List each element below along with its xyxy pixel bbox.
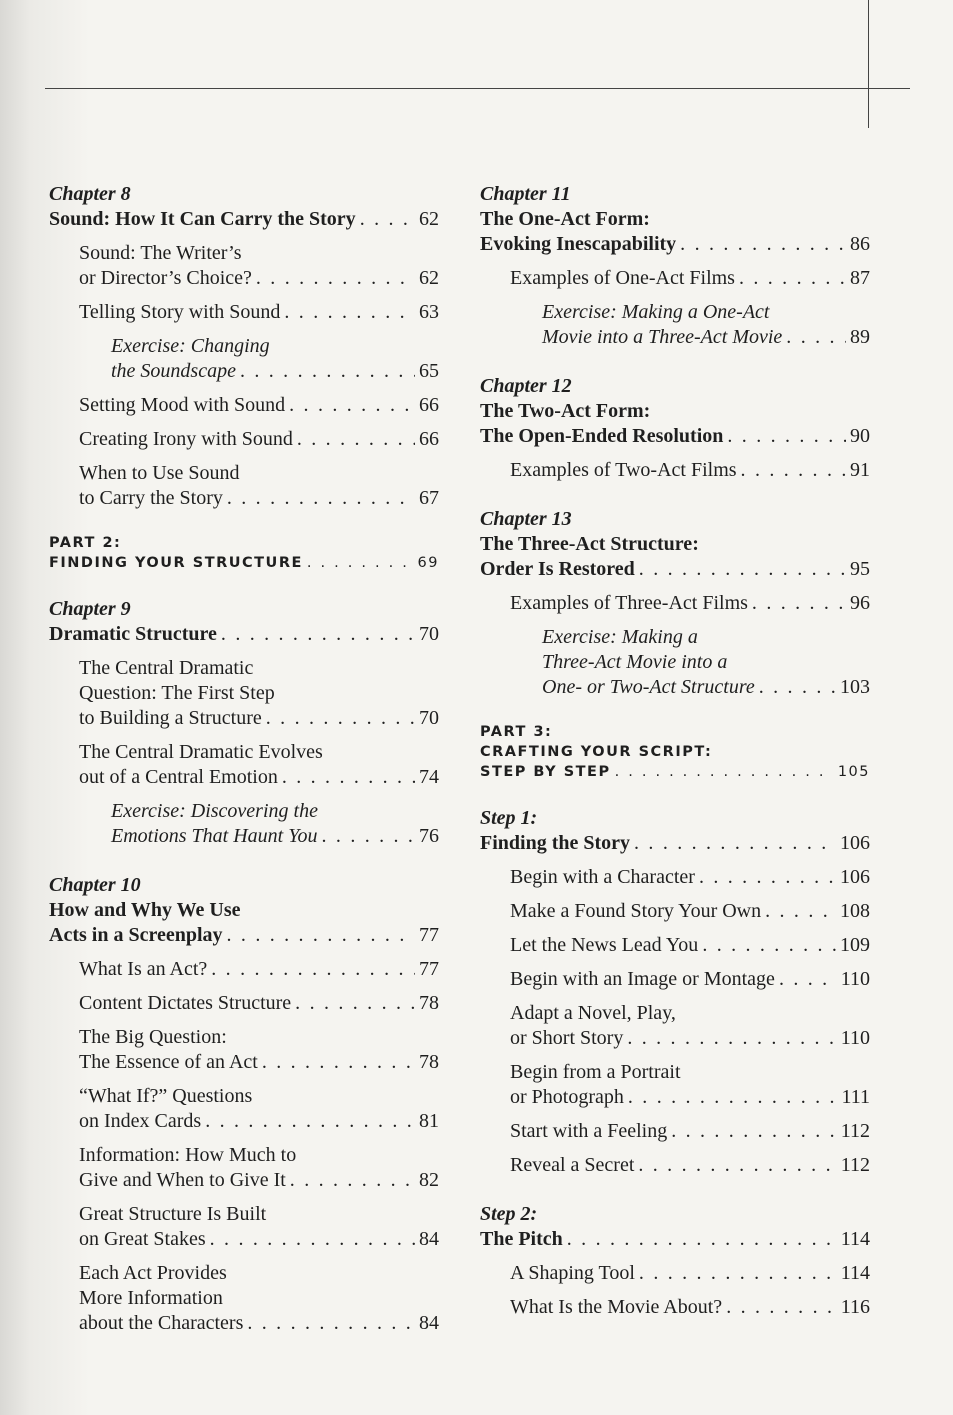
page-number: 66 <box>419 394 439 416</box>
toc-line-with-page <box>510 591 870 616</box>
toc-text: on Great Stakes <box>79 1228 206 1250</box>
chapter-heading <box>480 1202 870 1252</box>
section-entry <box>49 1202 439 1252</box>
chapter-label: Chapter 8 <box>49 183 131 205</box>
toc-text: Question: The First Step <box>79 682 275 704</box>
toc-text: Start with a Feeling <box>510 1120 668 1142</box>
chapter-title: How and Why We Use <box>49 899 241 921</box>
page-number: 86 <box>850 233 870 255</box>
chapter-heading <box>49 873 439 948</box>
dot-leader <box>262 1050 415 1075</box>
toc-text: More Information <box>79 1287 223 1309</box>
dot-leader <box>211 957 415 982</box>
dot-leader <box>290 1168 415 1193</box>
exercise-entry <box>49 799 439 849</box>
toc-line-with-page <box>111 824 439 849</box>
dot-leader <box>227 923 415 948</box>
dot-leader <box>699 865 836 890</box>
chapter-label: Chapter 13 <box>480 508 572 530</box>
section-entry <box>480 591 870 616</box>
toc-line-with-page <box>510 865 870 890</box>
toc-text: The Central Dramatic <box>79 657 254 679</box>
page-number: 106 <box>840 866 870 888</box>
toc-text: Content Dictates Structure <box>79 992 292 1014</box>
dot-leader <box>628 1085 838 1110</box>
toc-text: The Essence of an Act <box>79 1051 258 1073</box>
toc-line-with-page <box>79 991 439 1016</box>
toc-line-with-page <box>79 765 439 790</box>
section-entry <box>49 461 439 511</box>
chapter-heading <box>480 182 870 257</box>
chapter-label: Chapter 11 <box>480 183 571 205</box>
toc-line-with-page <box>510 1119 870 1144</box>
toc-text: the Soundscape <box>111 360 236 382</box>
toc-text: Examples of Two-Act Films <box>510 459 737 481</box>
section-entry <box>49 1025 439 1075</box>
chapter-heading <box>49 182 439 232</box>
section-entry <box>49 656 439 731</box>
toc-line-with-page <box>49 923 439 948</box>
toc-line-with-page <box>49 553 439 573</box>
page-number: 106 <box>840 832 870 854</box>
header-rule <box>45 88 910 89</box>
section-entry <box>480 967 870 992</box>
page-number: 84 <box>419 1228 439 1250</box>
toc-text: A Shaping Tool <box>510 1262 635 1284</box>
toc-text: The Central Dramatic Evolves <box>79 741 323 763</box>
toc-line-with-page <box>111 359 439 384</box>
dot-leader <box>727 424 846 449</box>
toc-text: or Photograph <box>510 1086 624 1108</box>
page-number: 78 <box>419 1051 439 1073</box>
toc-text: on Index Cards <box>79 1110 202 1132</box>
toc-text: Begin with an Image or Montage <box>510 968 775 990</box>
page-number: 112 <box>840 1154 870 1176</box>
section-entry <box>49 1261 439 1336</box>
section-entry <box>480 1295 870 1320</box>
page-number: 70 <box>419 623 439 645</box>
toc-text: The Pitch <box>480 1228 563 1250</box>
toc-line-with-page <box>480 232 870 257</box>
toc-line-with-page <box>480 557 870 582</box>
section-entry <box>49 991 439 1016</box>
page-number: 77 <box>419 958 439 980</box>
page-number: 81 <box>419 1110 439 1132</box>
dot-leader <box>284 300 415 325</box>
toc-line-with-page <box>480 762 870 782</box>
part-label: PART 2: <box>49 535 122 551</box>
page-number: 78 <box>419 992 439 1014</box>
toc-line-with-page <box>510 1261 870 1286</box>
page-number: 95 <box>850 558 870 580</box>
toc-line-with-page <box>79 1168 439 1193</box>
page-number: 110 <box>840 1027 870 1049</box>
page-number: 66 <box>419 428 439 450</box>
toc-column-right <box>480 182 870 1320</box>
page-number: 67 <box>419 487 439 509</box>
page-number: 111 <box>841 1086 870 1108</box>
dot-leader <box>615 762 834 782</box>
dot-leader <box>227 486 415 511</box>
dot-leader <box>702 933 836 958</box>
page-number: 105 <box>837 764 870 780</box>
dot-leader <box>752 591 846 616</box>
toc-text: about the Characters <box>79 1312 244 1334</box>
toc-text: Sound: The Writer’s <box>79 242 242 264</box>
page-number: 112 <box>840 1120 870 1142</box>
toc-text: Exercise: Changing <box>111 335 270 357</box>
toc-line-with-page <box>510 266 870 291</box>
toc-line-with-page <box>79 300 439 325</box>
toc-line-with-page <box>510 458 870 483</box>
page-number: 110 <box>840 968 870 990</box>
page-number: 62 <box>419 208 439 230</box>
toc-line-with-page <box>542 675 870 700</box>
chapter-heading <box>480 507 870 582</box>
chapter-heading <box>480 374 870 449</box>
dot-leader <box>726 1295 837 1320</box>
toc-line-with-page <box>480 831 870 856</box>
dot-leader <box>634 831 836 856</box>
chapter-heading <box>49 597 439 647</box>
toc-line-with-page <box>542 325 870 350</box>
toc-text: One- or Two-Act Structure <box>542 676 755 698</box>
section-entry <box>480 458 870 483</box>
dot-leader <box>205 1109 415 1134</box>
section-entry <box>49 241 439 291</box>
toc-text: Sound: How It Can Carry the Story <box>49 208 356 230</box>
dot-leader <box>256 266 415 291</box>
toc-text: Emotions That Haunt You <box>111 825 318 847</box>
dot-leader <box>295 991 415 1016</box>
chapter-label: Chapter 12 <box>480 375 572 397</box>
page-number: 109 <box>840 934 870 956</box>
toc-text: Make a Found Story Your Own <box>510 900 762 922</box>
toc-text: Movie into a Three-Act Movie <box>542 326 783 348</box>
header-vertical-rule <box>868 0 869 128</box>
dot-leader <box>639 1261 837 1286</box>
toc-line-with-page <box>510 933 870 958</box>
dot-leader <box>567 1227 837 1252</box>
dot-leader <box>779 967 837 992</box>
dot-leader <box>741 458 846 483</box>
toc-text: Great Structure Is Built <box>79 1203 267 1225</box>
dot-leader <box>221 622 415 647</box>
dot-leader <box>739 266 846 291</box>
toc-line-with-page <box>480 1227 870 1252</box>
dot-leader <box>247 1311 415 1336</box>
toc-text: Begin with a Character <box>510 866 695 888</box>
dot-leader <box>210 1227 415 1252</box>
page-number: 96 <box>850 592 870 614</box>
part-title: CRAFTING YOUR SCRIPT: <box>480 744 713 760</box>
part-label: PART 3: <box>480 724 553 740</box>
toc-line-with-page <box>510 967 870 992</box>
toc-text: The Open-Ended Resolution <box>480 425 724 447</box>
toc-text: The Big Question: <box>79 1026 227 1048</box>
toc-text: Exercise: Discovering the <box>111 800 318 822</box>
chapter-label: Chapter 10 <box>49 874 141 896</box>
page-number: 108 <box>840 900 870 922</box>
section-entry <box>49 957 439 982</box>
toc-line-with-page <box>79 1227 439 1252</box>
toc-text: What Is an Act? <box>79 958 208 980</box>
toc-text: “What If?” Questions <box>79 1085 253 1107</box>
dot-leader <box>627 1026 836 1051</box>
toc-text: Exercise: Making a One-Act <box>542 301 770 323</box>
toc-line-with-page <box>510 1153 870 1178</box>
section-entry <box>49 1143 439 1193</box>
toc-line-with-page <box>480 424 870 449</box>
section-entry <box>49 393 439 418</box>
chapter-label: Step 2: <box>480 1203 538 1225</box>
chapter-label: Chapter 9 <box>49 598 131 620</box>
page-number: 63 <box>419 301 439 323</box>
toc-line-with-page <box>79 1109 439 1134</box>
page-number: 74 <box>419 766 439 788</box>
dot-leader <box>297 427 415 452</box>
part-heading <box>49 533 439 573</box>
dot-leader <box>289 393 415 418</box>
page-number: 114 <box>840 1262 870 1284</box>
dot-leader <box>360 207 415 232</box>
section-entry <box>480 266 870 291</box>
exercise-entry <box>480 300 870 350</box>
dot-leader <box>322 824 415 849</box>
toc-text: Telling Story with Sound <box>79 301 281 323</box>
dot-leader <box>680 232 846 257</box>
page-number: 65 <box>419 360 439 382</box>
section-entry <box>480 1261 870 1286</box>
page-number: 114 <box>840 1228 870 1250</box>
dot-leader <box>639 557 846 582</box>
toc-text: out of a Central Emotion <box>79 766 278 788</box>
section-entry <box>480 865 870 890</box>
section-entry <box>49 427 439 452</box>
toc-line-with-page <box>510 1026 870 1051</box>
toc-line-with-page <box>510 1295 870 1320</box>
page-number: 76 <box>419 825 439 847</box>
page-number: 69 <box>417 555 439 571</box>
toc-text: When to Use Sound <box>79 462 240 484</box>
toc-line-with-page <box>510 899 870 924</box>
toc-line-with-page <box>79 266 439 291</box>
toc-line-with-page <box>510 1085 870 1110</box>
dot-leader <box>638 1153 836 1178</box>
part-heading <box>480 722 870 782</box>
toc-text: to Carry the Story <box>79 487 223 509</box>
chapter-title: The Three-Act Structure: <box>480 533 699 555</box>
toc-text: Reveal a Secret <box>510 1154 635 1176</box>
toc-text: Let the News Lead You <box>510 934 699 956</box>
toc-text: Dramatic Structure <box>49 623 217 645</box>
section-entry <box>480 1060 870 1110</box>
section-entry <box>49 300 439 325</box>
chapter-title: The Two-Act Form: <box>480 400 651 422</box>
toc-text: Information: How Much to <box>79 1144 297 1166</box>
toc-text: Three-Act Movie into a <box>542 651 728 673</box>
section-entry <box>480 933 870 958</box>
toc-line-with-page <box>79 486 439 511</box>
toc-line-with-page <box>49 622 439 647</box>
toc-column-left <box>49 182 439 1336</box>
toc-text: Finding the Story <box>480 832 631 854</box>
section-entry <box>49 740 439 790</box>
toc-line-with-page <box>79 706 439 731</box>
chapter-label: Step 1: <box>480 807 538 829</box>
page-number: 116 <box>840 1296 870 1318</box>
page-number: 103 <box>840 676 870 698</box>
section-entry <box>480 1153 870 1178</box>
toc-text: Examples of Three-Act Films <box>510 592 748 614</box>
toc-line-with-page <box>79 427 439 452</box>
toc-text: Begin from a Portrait <box>510 1061 681 1083</box>
section-entry <box>49 1084 439 1134</box>
dot-leader <box>671 1119 837 1144</box>
page-number: 82 <box>419 1169 439 1191</box>
page-number: 89 <box>850 326 870 348</box>
toc-text: Each Act Provides <box>79 1262 227 1284</box>
page-number: 84 <box>419 1312 439 1334</box>
toc-text: Order Is Restored <box>480 558 635 580</box>
toc-text: STEP BY STEP <box>480 764 611 780</box>
dot-leader <box>759 675 836 700</box>
chapter-title: The One-Act Form: <box>480 208 650 230</box>
toc-text: FINDING YOUR STRUCTURE <box>49 555 303 571</box>
page-number: 90 <box>850 425 870 447</box>
page-number: 62 <box>419 267 439 289</box>
page-number: 91 <box>850 459 870 481</box>
dot-leader <box>266 706 415 731</box>
section-entry <box>480 1001 870 1051</box>
section-entry <box>480 899 870 924</box>
dot-leader <box>307 553 414 573</box>
toc-line-with-page <box>79 393 439 418</box>
dot-leader <box>786 325 846 350</box>
toc-line-with-page <box>49 207 439 232</box>
page-number: 77 <box>419 924 439 946</box>
toc-text: Adapt a Novel, Play, <box>510 1002 676 1024</box>
toc-text: or Director’s Choice? <box>79 267 252 289</box>
dot-leader <box>240 359 415 384</box>
toc-line-with-page <box>79 1311 439 1336</box>
chapter-heading <box>480 806 870 856</box>
toc-line-with-page <box>79 957 439 982</box>
exercise-entry <box>49 334 439 384</box>
toc-text: Exercise: Making a <box>542 626 698 648</box>
toc-text: Evoking Inescapability <box>480 233 677 255</box>
toc-text: Acts in a Screenplay <box>49 924 223 946</box>
toc-text: to Building a Structure <box>79 707 262 729</box>
exercise-entry <box>480 625 870 700</box>
toc-text: What Is the Movie About? <box>510 1296 723 1318</box>
page-number: 70 <box>419 707 439 729</box>
page-number: 87 <box>850 267 870 289</box>
toc-text: Examples of One-Act Films <box>510 267 735 289</box>
toc-text: Give and When to Give It <box>79 1169 286 1191</box>
dot-leader <box>765 899 836 924</box>
toc-line-with-page <box>79 1050 439 1075</box>
toc-text: Setting Mood with Sound <box>79 394 286 416</box>
toc-text: or Short Story <box>510 1027 624 1049</box>
dot-leader <box>282 765 415 790</box>
toc-text: Creating Irony with Sound <box>79 428 293 450</box>
section-entry <box>480 1119 870 1144</box>
